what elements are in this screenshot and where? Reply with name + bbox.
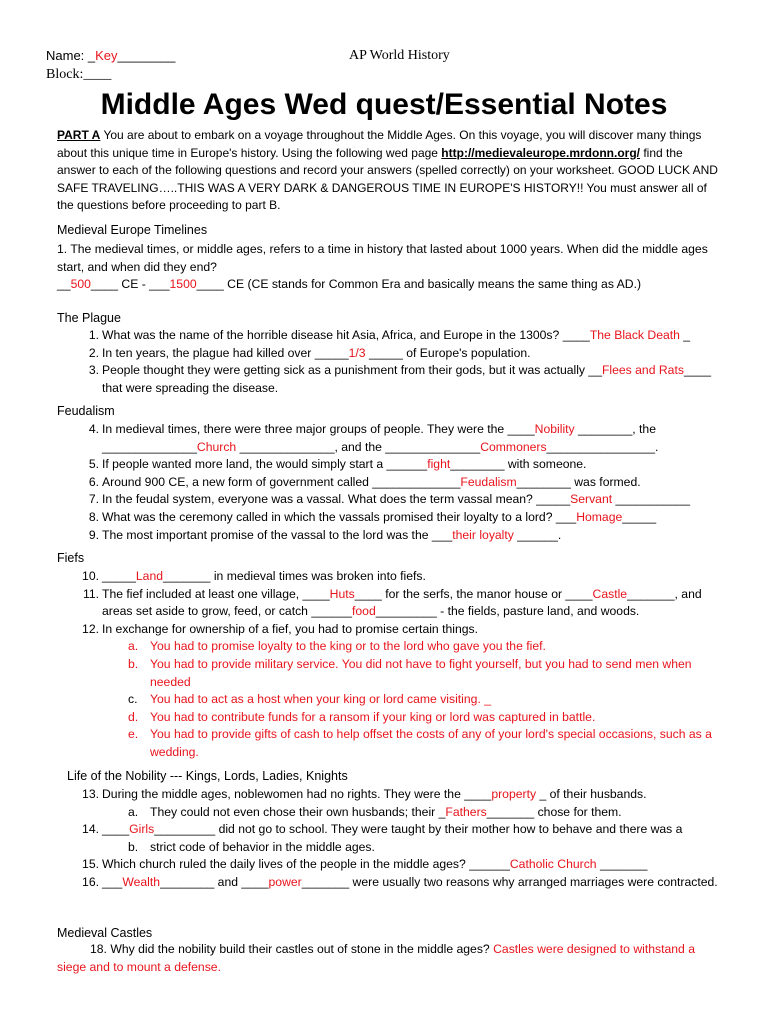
item-number: 2. xyxy=(88,345,99,360)
section-timelines: Medieval Europe Timelines xyxy=(57,223,208,237)
name-field xyxy=(46,47,175,65)
sub-number: c. xyxy=(128,692,138,707)
block-field: Block:____ xyxy=(46,67,112,82)
question-text: Around 900 CE, a new form of government called _____________ xyxy=(102,474,461,489)
answer: Huts xyxy=(329,586,355,601)
sub-number: d. xyxy=(128,709,139,724)
plague-list xyxy=(57,327,725,397)
intro-paragraph xyxy=(57,127,719,215)
list-item xyxy=(57,874,725,892)
sub-number: b. xyxy=(128,656,139,671)
sub-item xyxy=(57,656,725,691)
answer: Castles were designed to withstand a siege and to mount a defense. xyxy=(57,942,695,974)
part-label: PART A xyxy=(57,128,101,142)
item-number: 7. xyxy=(88,492,99,507)
sub-item xyxy=(57,804,725,822)
answer: food xyxy=(352,604,376,619)
question-text: _______ chose for them. xyxy=(486,804,622,819)
nobility-list xyxy=(57,786,725,892)
question-text: What was the name of the horrible disease hit Asia, Africa, and Europe in the 1300s? ____ xyxy=(102,328,590,342)
blank: ____ that were spreading the disease. xyxy=(102,363,712,395)
sub-number: b. xyxy=(128,839,139,854)
sub-number: a. xyxy=(128,804,139,819)
answer: property xyxy=(491,787,537,801)
list-item xyxy=(57,586,725,621)
sub-item xyxy=(57,726,725,761)
list-item xyxy=(57,362,725,397)
blank: ____ xyxy=(102,822,130,837)
intro-text-2: find the answer to each of the following questions and record your answers (spelled correctly) on your worksheet. GOOD LUCK AND SAFE TRAVELING…..THIS WAS A VERY DARK & DANGEROUS TIME IN EUROPE'S HISTORY!! You must answer all of the questions before proceeding to part B. xyxy=(57,145,718,213)
answer: Wealth xyxy=(122,874,161,889)
question-text: _______, and areas set aside to grow, feed, or catch ______ xyxy=(102,586,702,619)
answer: You had to provide gifts of cash to help offset the costs of any of your lord's special occasions, such as a wedding. xyxy=(150,727,712,759)
answer: Land xyxy=(135,569,164,583)
item-number: 10. xyxy=(82,569,99,583)
section-fiefs: Fiefs xyxy=(57,551,85,565)
item-number: 4. xyxy=(88,422,99,436)
list-item xyxy=(57,456,725,474)
question-text: People thought they were getting sick as a punishment from their gods, but it was actually __ xyxy=(102,363,602,378)
question-1 xyxy=(57,241,725,294)
answer: Nobility xyxy=(534,422,575,436)
blank: ________________. xyxy=(546,439,659,454)
section-feudalism: Feudalism xyxy=(57,404,115,418)
fiefs-list xyxy=(57,568,725,762)
answer: Church xyxy=(196,439,237,454)
blank: ______. xyxy=(513,527,562,542)
item-number: 9. xyxy=(88,527,99,542)
blank: ___________ xyxy=(612,492,691,507)
question-text: The most important promise of the vassal to the lord was the ___ xyxy=(102,527,453,542)
answer: You had to act as a host when your king or lord came visiting. _ xyxy=(150,692,491,707)
question-1-answer xyxy=(57,276,725,294)
question-text: _________ did not go to school. They were taught by their mother how to behave and there was a xyxy=(154,822,683,837)
item-number: 5. xyxy=(88,457,99,472)
item-number: 11. xyxy=(82,586,99,601)
answer: Fathers xyxy=(445,804,487,819)
sub-item xyxy=(57,709,725,727)
answer: You had to contribute funds for a ransom if your king or lord was captured in battle. xyxy=(150,709,596,724)
name-value: Key xyxy=(95,48,118,63)
list-item xyxy=(57,821,725,839)
answer: Homage xyxy=(576,509,623,524)
answer: Girls xyxy=(129,822,155,837)
feudalism-list xyxy=(57,421,725,544)
answer: their loyalty xyxy=(452,527,514,542)
section-nobility: Life of the Nobility --- Kings, Lords, Ladies, Knights xyxy=(67,769,348,783)
question-text: ____ for the serfs, the manor house or ____ xyxy=(354,586,593,601)
website-link[interactable]: http://medievaleurope.mrdonn.org/ xyxy=(441,145,640,160)
blank: _ xyxy=(679,328,691,342)
item-number: 16. xyxy=(82,874,99,889)
item-number: 12. xyxy=(82,621,99,636)
header-row xyxy=(46,47,746,65)
list-item xyxy=(57,527,725,545)
answer: Commoners xyxy=(480,439,547,454)
sub-item xyxy=(57,839,725,857)
list-item xyxy=(57,786,725,804)
question-text: In medieval times, there were three major groups of people. They were the ____ xyxy=(102,422,535,436)
question-text: In exchange for ownership of a fief, you had to promise certain things. xyxy=(102,621,478,636)
question-text: The fief included at least one village, ____ xyxy=(102,586,330,601)
question-text: In the feudal system, everyone was a vassal. What does the term vassal mean? _____ xyxy=(102,492,571,507)
list-item xyxy=(57,621,725,639)
blank: __ xyxy=(57,277,71,292)
question-text: ________, the ______________ xyxy=(102,422,656,454)
question-text: ______________, and the ______________ xyxy=(236,439,481,454)
list-item xyxy=(57,345,725,363)
item-number: 3. xyxy=(88,363,99,378)
item-number: 15. xyxy=(82,857,99,872)
question-text: They could not even chose their own husbands; their _ xyxy=(150,804,446,819)
blank: ___ xyxy=(102,874,123,889)
item-number: 8. xyxy=(88,509,99,524)
list-item xyxy=(57,474,725,492)
question-1-text: 1. The medieval times, or middle ages, refers to a time in history that lasted about 1000 years. When did the middle ages start, and when did they end? xyxy=(57,242,708,274)
answer: Catholic Church xyxy=(509,857,597,872)
sub-number: a. xyxy=(128,639,139,654)
section-plague: The Plague xyxy=(57,311,121,325)
question-text: _______ in medieval times was broken into fiefs. xyxy=(163,569,426,583)
blank: _____ xyxy=(102,569,136,583)
question-text: _ of their husbands. xyxy=(536,787,647,801)
blank: _______ xyxy=(596,857,648,872)
question-text: Which church ruled the daily lives of the people in the middle ages? ______ xyxy=(102,857,510,872)
question-text: _________ - the fields, pasture land, and woods. xyxy=(375,604,640,619)
question-text: ________ and ____ xyxy=(160,874,269,889)
answer: The Black Death xyxy=(589,328,680,342)
list-item xyxy=(57,421,725,456)
question-18 xyxy=(57,941,725,976)
list-item xyxy=(57,327,725,345)
question-text: During the middle ages, noblewomen had no rights. They were the ____ xyxy=(102,787,492,801)
answer: You had to provide military service. You did not have to fight yourself, but you had to send men when needed xyxy=(150,656,692,689)
blank: ________ with someone. xyxy=(450,457,587,472)
course-title: AP World History xyxy=(349,48,450,63)
question-text: 18. Why did the nobility build their castles out of stone in the middle ages? xyxy=(90,942,494,956)
answer: Feudalism xyxy=(460,474,517,489)
section-castles: Medieval Castles xyxy=(57,926,153,940)
answer-500: 500 xyxy=(70,277,91,292)
answer: fight xyxy=(427,457,451,472)
question-text: _______ were usually two reasons why arranged marriages were contracted. xyxy=(301,874,718,889)
item-number: 6. xyxy=(88,474,99,489)
answer: Flees and Rats xyxy=(601,363,684,378)
question-text: What was the ceremony called in which the vassals promised their loyalty to a lord? ___ xyxy=(102,509,577,524)
page-title: Middle Ages Wed quest/Essential Notes xyxy=(100,88,668,121)
name-blank: ________ xyxy=(117,48,176,63)
blank: ____ CE (CE stands for Common Era and basically means the same thing as AD.) xyxy=(196,277,642,292)
item-number: 13. xyxy=(82,787,99,801)
list-item xyxy=(57,491,725,509)
sub-number: e. xyxy=(128,727,139,742)
question-text: In ten years, the plague had killed over _____ xyxy=(102,345,349,360)
answer: Servant xyxy=(570,492,613,507)
sub-item xyxy=(57,691,725,709)
item-number: 14. xyxy=(82,822,99,837)
intro-text-1: You are about to embark on a voyage throughout the Middle Ages. On this voyage, you will discover many things about this unique time in Europe's history. Using the following wed page xyxy=(57,128,702,160)
blank: _____ xyxy=(622,509,657,524)
answer: Castle xyxy=(592,586,628,601)
sub-item xyxy=(57,638,725,656)
question-text: strict code of behavior in the middle ages. xyxy=(150,839,375,854)
answer-1500: 1500 xyxy=(169,277,197,292)
name-label: Name: _ xyxy=(46,48,96,63)
blank: ________ was formed. xyxy=(516,474,641,489)
question-text: If people wanted more land, the would simply start a ______ xyxy=(102,457,428,472)
answer: power xyxy=(268,874,302,889)
blank: _____ of Europe's population. xyxy=(365,345,531,360)
blank: ____ CE - ___ xyxy=(90,277,170,292)
answer: You had to promise loyalty to the king or to the lord who gave you the fief. xyxy=(150,639,546,654)
answer: 1/3 xyxy=(348,345,366,360)
item-number: 1. xyxy=(88,328,99,342)
list-item xyxy=(57,568,725,586)
list-item xyxy=(57,856,725,874)
list-item xyxy=(57,509,725,527)
